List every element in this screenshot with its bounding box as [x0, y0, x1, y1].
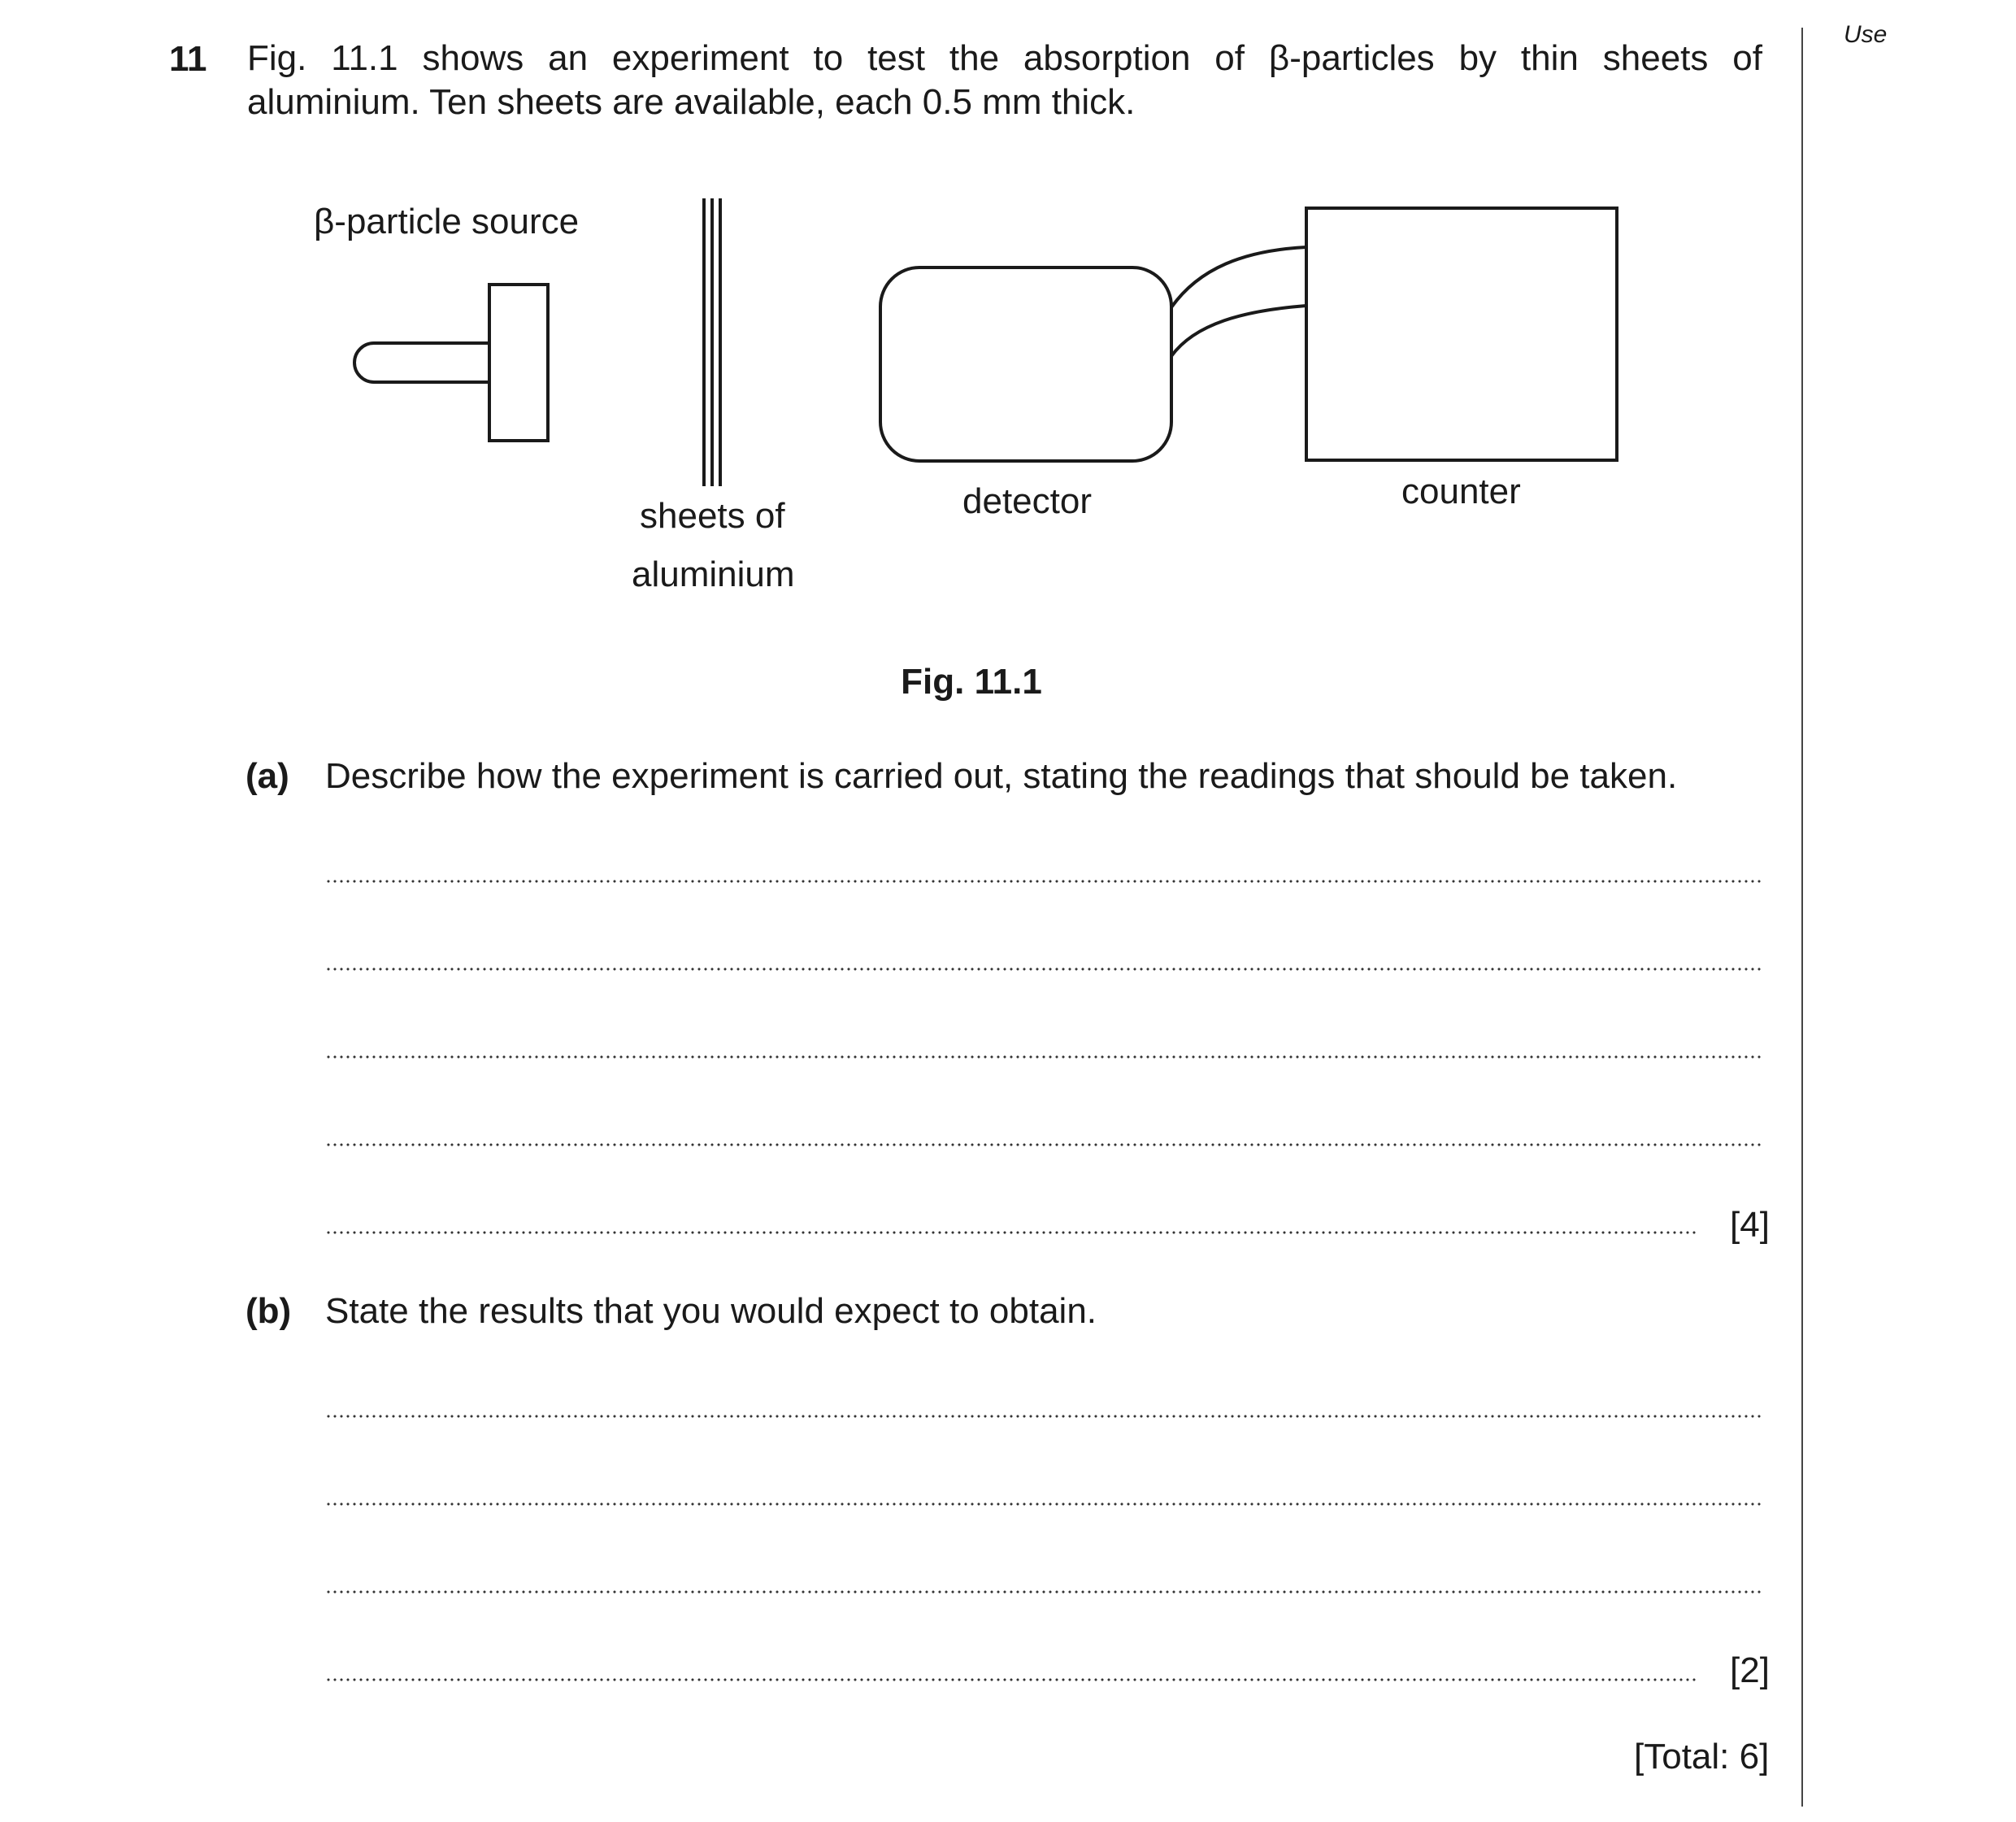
- sheets-label-line-2: aluminium: [632, 554, 795, 594]
- aluminium-sheets-icon: [704, 198, 720, 486]
- question-intro: [247, 37, 1762, 124]
- question-intro-line-2: aluminium. Ten sheets are available, each 0.5 mm thick.: [247, 82, 1136, 122]
- part-b-marks: [2]: [1730, 1650, 1770, 1690]
- part-b-label: (b): [245, 1291, 292, 1331]
- total-marks: [Total: 6]: [1634, 1737, 1770, 1776]
- part-b-answer-line-2[interactable]: [325, 1502, 1764, 1506]
- part-b-question: State the results that you would expect to obtain.: [325, 1291, 1097, 1331]
- sheets-label-line-1: sheets of: [640, 496, 785, 536]
- part-a-answer-line-1[interactable]: [325, 880, 1764, 883]
- experiment-diagram: [244, 179, 1707, 634]
- part-a-answer-line-5[interactable]: [325, 1231, 1699, 1234]
- part-b-answer-line-3[interactable]: [325, 1590, 1764, 1594]
- part-a-answer-line-2[interactable]: [325, 968, 1764, 971]
- part-a-question: Describe how the experiment is carried out, stating the readings that should be taken.: [325, 756, 1678, 796]
- counter-label: counter: [1401, 472, 1521, 511]
- question-intro-line-1: Fig. 11.1 shows an experiment to test the absorption of β-particles by thin sheets of: [247, 38, 1762, 78]
- experiment-diagram-svg: [244, 179, 1707, 634]
- part-b-answer-line-4[interactable]: [325, 1678, 1699, 1681]
- counter-icon: [1306, 208, 1617, 460]
- margin-divider: [1801, 28, 1803, 1807]
- source-label: β-particle source: [314, 202, 580, 241]
- detector-icon: [880, 267, 1171, 461]
- part-b-answer-line-1[interactable]: [325, 1415, 1764, 1418]
- examiner-use-label: Use: [1844, 21, 1888, 48]
- part-a-answer-line-4[interactable]: [325, 1143, 1764, 1146]
- question-number: 11: [169, 39, 207, 79]
- part-a-answer-line-3[interactable]: [325, 1055, 1764, 1059]
- part-a-marks: [4]: [1730, 1205, 1770, 1245]
- beta-source-icon: [354, 285, 548, 441]
- cable-icon: [1171, 247, 1306, 356]
- figure-caption: Fig. 11.1: [901, 662, 1042, 702]
- detector-label: detector: [962, 481, 1092, 521]
- part-a-label: (a): [245, 756, 289, 796]
